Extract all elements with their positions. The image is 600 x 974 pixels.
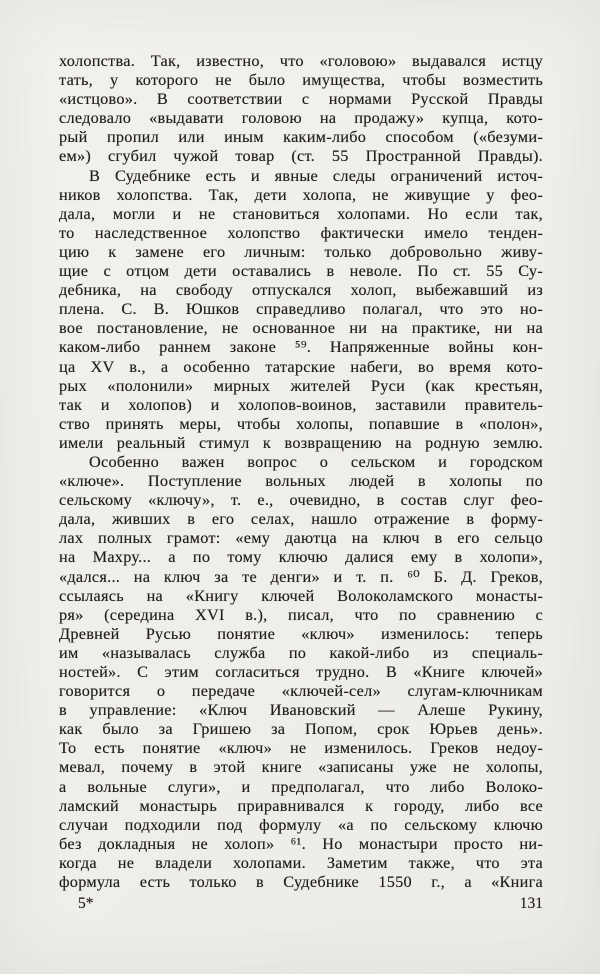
text-line: им «называлась служба по какой-либо из специаль-: [59, 642, 543, 662]
text-line: так и холопов) и холопов-воинов, заставили правитель-: [59, 394, 543, 414]
text-line: на Махру... а по тому ключю далися ему в холопи»,: [59, 547, 543, 567]
text-line: Особенно важен вопрос о сельском и городском: [89, 451, 543, 471]
text-line: Древней Русью понятие «ключ» изменилось: теперь: [59, 623, 543, 643]
text-line: без докладныя не холоп» ⁶¹. Но монастыри просто ни-: [59, 833, 543, 853]
text-line: В Судебнике есть и явные следы ограничений источ-: [89, 165, 543, 185]
text-line: сельскому «ключу», т. е., очевидно, в состав слуг фео-: [59, 490, 543, 510]
text-line: ря» (середина XVI в.), писал, что по сравнению с: [59, 604, 543, 624]
text-line: мевал, почему в этой книге «записаны уже не холопы,: [59, 757, 543, 777]
text-line: «ключе». Поступление вольных людей в холопы по: [59, 471, 543, 491]
text-line: холопства. Так, известно, что «головою» выдавался истцу: [59, 51, 543, 70]
text-line: дебника, на свободу отпускался холоп, выбежавший из: [59, 280, 543, 300]
text-line: следовало «выдавати головою на продажу» купца, кото-: [59, 108, 543, 128]
text-line: рый пропил или иным каким-либо способом («безуми-: [59, 127, 543, 147]
text-line: формула есть только в Судебнике 1550 г., а «Книга: [59, 872, 543, 892]
text-line: вое постановление, не основанное ни на практике, ни на: [59, 318, 543, 338]
text-line: лах полных грамот: «ему даютца на ключ в его сельцо: [59, 528, 543, 548]
text-line: имели реальный стимул к возвращению на родную землю.: [59, 432, 543, 452]
text-line: ников холопства. Так, дети холопа, не живущие у фео-: [59, 184, 543, 204]
text-line: ссылаясь на «Книгу ключей Волоколамского монасты-: [59, 585, 543, 605]
text-line: ство принять меры, чтобы холопы, попавшие в «полон»,: [59, 413, 543, 433]
text-line: «дался... на ключ за те денги» и т. п. ⁶⁰ Б. Д. Греков,: [59, 566, 543, 586]
text-line: щие с отцом дети оставались в неволе. По ст. 55 Су-: [59, 261, 543, 281]
text-line: говорится о передаче «ключей-сел» слугам-ключникам: [59, 681, 543, 701]
page-footer: [59, 895, 543, 913]
text-line: то наследственное холопство фактически имело тенден-: [59, 222, 543, 242]
text-line: дала, могли и не становиться холопами. Но если так,: [59, 203, 543, 223]
text-line: «истцово». В соответствии с нормами Русской Правды: [59, 89, 543, 109]
text-line: плена. С. В. Юшков справедливо полагал, что это но-: [59, 299, 543, 319]
text-line: дала, живших в его селах, нашло отражение в форму-: [59, 509, 543, 529]
text-line: тать, у которого не было имущества, чтобы возместить: [59, 70, 543, 90]
text-line: в управление: «Ключ Ивановский — Алеше Рукину,: [59, 700, 543, 720]
text-line: ламский монастырь приравнивался к городу, либо все: [59, 795, 543, 815]
text-line: а вольные слуги», и предполагал, что либо Волоко-: [59, 776, 543, 796]
text-line: ца XV в., а особенно татарские набеги, во время кото-: [59, 356, 543, 376]
page-number: 131: [519, 895, 543, 912]
text-line: цию к замене его личным: только добровольно живу-: [59, 241, 543, 261]
text-line: случаи подходили под формулу «а по сельскому ключю: [59, 814, 543, 834]
text-line: когда не владели холопами. Заметим также, что эта: [59, 852, 543, 872]
text-line: рых «полонили» мирных жителей Руси (как крестьян,: [59, 375, 543, 395]
text-block: [59, 51, 543, 891]
text-line: каком-либо раннем законе ⁵⁹. Напряженные войны кон-: [59, 337, 543, 357]
text-line: как было за Гришею за Попом, срок Юрьев день».: [59, 719, 543, 739]
text-line: ем») сгубил чужой товар (ст. 55 Пространной Правды).: [59, 146, 543, 166]
signature-mark: 5*: [78, 895, 94, 912]
text-line: ностей». С этим согласиться трудно. В «Книге ключей»: [59, 662, 543, 681]
text-line: То есть понятие «ключ» не изменилось. Греков недоу-: [59, 738, 543, 758]
